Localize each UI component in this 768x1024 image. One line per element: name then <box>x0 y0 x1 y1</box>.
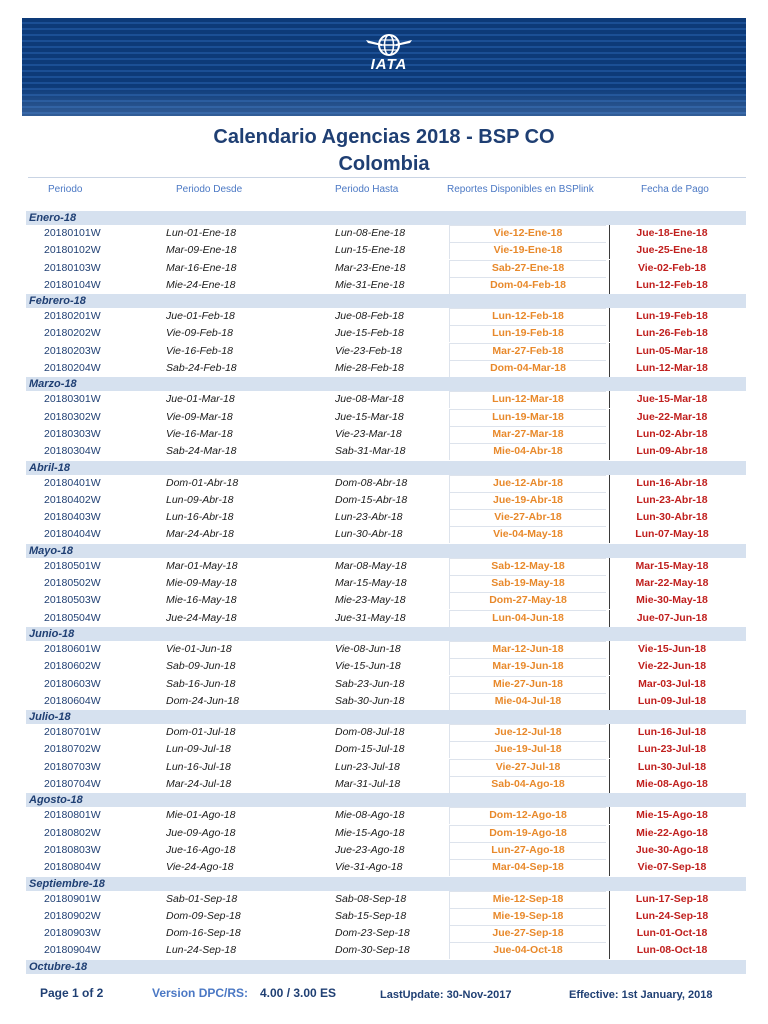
globe-wings-icon <box>364 32 414 58</box>
period-from: Jue-01-Mar-18 <box>166 393 235 406</box>
payment-date: Lun-08-Oct-18 <box>636 944 708 957</box>
column-separator <box>609 859 610 876</box>
logo-text: IATA <box>370 56 408 73</box>
table-row <box>0 776 768 793</box>
period-code: 20180604W <box>44 694 101 707</box>
page-subtitle: Colombia <box>338 153 430 175</box>
table-row <box>0 908 768 925</box>
column-header-pago: Fecha de Pago <box>641 184 709 195</box>
period-code: 20180904W <box>44 944 101 957</box>
period-code: 20180303W <box>44 427 101 440</box>
month-label: Agosto-18 <box>29 794 83 807</box>
period-from: Mie-24-Ene-18 <box>166 278 236 291</box>
period-to: Mar-31-Jul-18 <box>335 778 401 791</box>
column-separator <box>609 658 610 675</box>
report-date: Mar-27-Feb-18 <box>492 344 564 357</box>
period-to: Mie-28-Feb-18 <box>335 362 404 375</box>
column-separator <box>609 360 610 377</box>
effective-date: Effective: 1st January, 2018 <box>569 989 713 1001</box>
report-date: Dom-27-May-18 <box>489 594 567 607</box>
period-to: Jue-31-May-18 <box>335 611 406 624</box>
column-separator <box>609 509 610 526</box>
report-date: Sab-04-Ago-18 <box>491 778 565 791</box>
period-code: 20180801W <box>44 809 101 822</box>
month-label: Abril-18 <box>29 461 70 474</box>
payment-date: Lun-23-Abr-18 <box>636 493 708 506</box>
payment-date: Jue-22-Mar-18 <box>636 410 708 423</box>
column-separator <box>609 741 610 758</box>
period-from: Mie-09-May-18 <box>166 577 237 590</box>
table-row <box>0 260 768 277</box>
period-to: Vie-23-Mar-18 <box>335 427 402 440</box>
payment-date: Lun-30-Jul-18 <box>637 760 707 773</box>
report-date: Mar-12-Jun-18 <box>492 642 564 655</box>
table-row <box>0 558 768 575</box>
column-header-periodo: Periodo <box>48 184 83 195</box>
period-from: Mie-16-May-18 <box>166 594 237 607</box>
title-divider <box>28 177 746 178</box>
report-date: Dom-19-Ago-18 <box>489 826 567 839</box>
table-row <box>0 942 768 959</box>
period-code: 20180901W <box>44 892 101 905</box>
table-row <box>0 807 768 824</box>
table-row <box>0 308 768 325</box>
report-date: Sab-19-May-18 <box>491 577 565 590</box>
period-from: Vie-16-Feb-18 <box>166 344 233 357</box>
table-row <box>0 225 768 242</box>
period-code: 20180804W <box>44 861 101 874</box>
period-code: 20180204W <box>44 362 101 375</box>
table-row <box>0 526 768 543</box>
payment-date: Vie-07-Sep-18 <box>637 861 707 874</box>
period-code: 20180401W <box>44 476 101 489</box>
table-row <box>0 891 768 908</box>
period-code: 20180304W <box>44 445 101 458</box>
period-code: 20180103W <box>44 261 101 274</box>
column-separator <box>609 391 610 408</box>
period-from: Dom-24-Jun-18 <box>166 694 239 707</box>
table-row <box>0 724 768 741</box>
period-to: Lun-23-Abr-18 <box>335 511 403 524</box>
payment-date: Lun-12-Feb-18 <box>636 278 708 291</box>
column-separator <box>609 842 610 859</box>
period-code: 20180704W <box>44 778 101 791</box>
period-to: Vie-15-Jun-18 <box>335 660 401 673</box>
table-row <box>0 676 768 693</box>
period-to: Sab-31-Mar-18 <box>335 445 406 458</box>
column-separator <box>609 260 610 277</box>
period-from: Lun-09-Jul-18 <box>166 743 231 756</box>
report-date: Lun-27-Ago-18 <box>491 843 565 856</box>
month-label: Febrero-18 <box>29 295 86 308</box>
banner-fade <box>22 86 746 116</box>
column-separator <box>609 526 610 543</box>
period-to: Jue-08-Feb-18 <box>335 310 404 323</box>
calendar-table <box>0 211 768 974</box>
period-from: Lun-24-Sep-18 <box>166 944 237 957</box>
month-label: Enero-18 <box>29 212 77 224</box>
period-code: 20180603W <box>44 677 101 690</box>
table-row <box>0 426 768 443</box>
period-from: Jue-01-Feb-18 <box>166 310 235 323</box>
column-separator <box>609 277 610 294</box>
period-code: 20180302W <box>44 410 101 423</box>
report-date: Sab-12-May-18 <box>491 559 565 572</box>
report-date: Lun-12-Feb-18 <box>492 310 564 323</box>
column-separator <box>609 724 610 741</box>
column-separator <box>609 308 610 325</box>
table-row <box>0 343 768 360</box>
report-date: Lun-04-Jun-18 <box>492 611 564 624</box>
month-header <box>26 294 746 308</box>
month-label: Julio-18 <box>29 711 71 724</box>
payment-date: Lun-02-Abr-18 <box>636 427 708 440</box>
page-title: Calendario Agencias 2018 - BSP CO <box>213 126 555 148</box>
table-row <box>0 859 768 876</box>
month-header <box>26 960 746 974</box>
period-from: Mar-24-Jul-18 <box>166 778 232 791</box>
report-date: Jue-27-Sep-18 <box>492 927 564 940</box>
period-to: Mar-15-May-18 <box>335 577 407 590</box>
table-row <box>0 360 768 377</box>
payment-date: Lun-17-Sep-18 <box>635 892 709 905</box>
payment-date: Mie-22-Ago-18 <box>636 826 708 839</box>
month-label: Septiembre-18 <box>29 877 105 890</box>
period-to: Mie-31-Ene-18 <box>335 278 405 291</box>
period-code: 20180602W <box>44 660 101 673</box>
period-code: 20180101W <box>44 227 101 239</box>
period-to: Mie-15-Ago-18 <box>335 826 405 839</box>
period-code: 20180104W <box>44 278 101 291</box>
column-separator <box>609 575 610 592</box>
report-date: Mie-12-Sep-18 <box>492 892 564 905</box>
report-date: Vie-12-Ene-18 <box>493 227 563 239</box>
payment-date: Mar-15-May-18 <box>635 559 709 572</box>
report-date: Dom-12-Ago-18 <box>489 809 567 822</box>
column-separator <box>609 443 610 460</box>
period-from: Sab-24-Mar-18 <box>166 445 237 458</box>
period-from: Lun-09-Abr-18 <box>166 493 234 506</box>
table-row <box>0 509 768 526</box>
period-from: Vie-01-Jun-18 <box>166 642 232 655</box>
payment-date: Lun-19-Feb-18 <box>636 310 708 323</box>
table-row <box>0 610 768 627</box>
column-separator <box>609 942 610 959</box>
report-date: Jue-19-Abr-18 <box>492 493 564 506</box>
column-separator <box>609 759 610 776</box>
period-to: Sab-23-Jun-18 <box>335 677 405 690</box>
month-header <box>26 461 746 475</box>
column-separator <box>609 592 610 609</box>
period-to: Dom-08-Jul-18 <box>335 726 405 739</box>
version-label: Version DPC/RS: <box>152 986 249 1000</box>
period-code: 20180903W <box>44 927 101 940</box>
table-row <box>0 391 768 408</box>
period-from: Jue-24-May-18 <box>166 611 237 624</box>
column-separator <box>609 325 610 342</box>
payment-date: Mie-15-Ago-18 <box>636 809 708 822</box>
column-separator <box>609 426 610 443</box>
period-from: Sab-16-Jun-18 <box>166 677 236 690</box>
month-label: Marzo-18 <box>29 378 77 391</box>
column-separator <box>609 776 610 793</box>
table-row <box>0 825 768 842</box>
table-row <box>0 658 768 675</box>
report-date: Vie-27-Abr-18 <box>494 511 562 524</box>
period-from: Mar-01-May-18 <box>166 559 238 572</box>
period-from: Dom-16-Sep-18 <box>166 927 241 940</box>
period-to: Jue-23-Ago-18 <box>335 843 405 856</box>
period-code: 20180502W <box>44 577 101 590</box>
iata-header-banner <box>22 18 746 116</box>
table-row <box>0 592 768 609</box>
period-code: 20180702W <box>44 743 101 756</box>
period-code: 20180601W <box>44 642 101 655</box>
month-header <box>26 710 746 724</box>
page-footer <box>0 984 768 1014</box>
report-date: Dom-04-Mar-18 <box>490 362 566 375</box>
period-from: Mar-24-Abr-18 <box>166 528 234 541</box>
period-code: 20180403W <box>44 511 101 524</box>
column-separator <box>609 492 610 509</box>
period-from: Sab-24-Feb-18 <box>166 362 237 375</box>
payment-date: Lun-23-Jul-18 <box>637 743 707 756</box>
iata-logo <box>359 32 419 82</box>
period-from: Dom-09-Sep-18 <box>166 909 241 922</box>
month-header <box>26 544 746 558</box>
table-row <box>0 925 768 942</box>
period-code: 20180501W <box>44 559 101 572</box>
payment-date: Lun-24-Sep-18 <box>635 909 709 922</box>
report-date: Jue-19-Jul-18 <box>494 743 562 756</box>
payment-date: Jue-30-Ago-18 <box>635 843 709 856</box>
payment-date: Lun-07-May-18 <box>635 528 709 541</box>
period-to: Lun-15-Ene-18 <box>335 244 406 257</box>
table-row <box>0 693 768 710</box>
period-to: Mar-23-Ene-18 <box>335 261 406 274</box>
period-code: 20180503W <box>44 594 101 607</box>
table-row <box>0 575 768 592</box>
period-code: 20180102W <box>44 244 101 257</box>
period-from: Dom-01-Jul-18 <box>166 726 236 739</box>
title-block <box>0 124 768 178</box>
period-to: Vie-31-Ago-18 <box>335 861 403 874</box>
period-to: Dom-15-Jul-18 <box>335 743 405 756</box>
payment-date: Lun-26-Feb-18 <box>636 327 708 340</box>
column-separator <box>609 676 610 693</box>
table-row <box>0 409 768 426</box>
period-from: Lun-16-Jul-18 <box>166 760 231 773</box>
table-row <box>0 759 768 776</box>
period-from: Mie-01-Ago-18 <box>166 809 236 822</box>
report-date: Vie-27-Jul-18 <box>495 760 561 773</box>
column-separator <box>609 610 610 627</box>
period-from: Jue-09-Ago-18 <box>166 826 236 839</box>
month-header <box>26 211 746 225</box>
column-header-desde: Periodo Desde <box>176 184 243 195</box>
column-separator <box>609 242 610 259</box>
period-code: 20180803W <box>44 843 101 856</box>
report-date: Sab-27-Ene-18 <box>491 261 565 274</box>
table-row <box>0 492 768 509</box>
month-label: Junio-18 <box>29 627 75 640</box>
column-separator <box>609 409 610 426</box>
month-header <box>26 377 746 391</box>
report-date: Jue-04-Oct-18 <box>493 944 563 957</box>
table-row <box>0 641 768 658</box>
payment-date: Mar-22-May-18 <box>635 577 709 590</box>
payment-date: Lun-01-Oct-18 <box>636 927 708 940</box>
period-to: Sab-08-Sep-18 <box>335 892 407 905</box>
report-date: Mie-04-Jul-18 <box>494 694 562 707</box>
period-from: Vie-09-Feb-18 <box>166 327 233 340</box>
month-header <box>26 877 746 891</box>
payment-date: Mie-30-May-18 <box>636 594 708 607</box>
payment-date: Vie-15-Jun-18 <box>637 642 707 655</box>
period-to: Sab-30-Jun-18 <box>335 694 405 707</box>
period-to: Lun-30-Abr-18 <box>335 528 403 541</box>
report-date: Jue-12-Jul-18 <box>494 726 562 739</box>
report-date: Mie-19-Sep-18 <box>492 909 564 922</box>
month-header <box>26 793 746 807</box>
payment-date: Jue-07-Jun-18 <box>636 611 708 624</box>
payment-date: Vie-22-Jun-18 <box>637 660 707 673</box>
column-separator <box>609 225 610 242</box>
report-date: Dom-04-Feb-18 <box>490 278 566 291</box>
report-date: Mar-04-Sep-18 <box>492 861 564 874</box>
report-date: Lun-19-Mar-18 <box>492 410 564 423</box>
period-from: Dom-01-Abr-18 <box>166 476 239 489</box>
column-header-hasta: Periodo Hasta <box>335 184 399 195</box>
payment-date: Mar-03-Jul-18 <box>638 677 706 690</box>
period-to: Dom-08-Abr-18 <box>335 476 408 489</box>
period-to: Lun-08-Ene-18 <box>335 227 406 239</box>
payment-date: Lun-30-Abr-18 <box>636 511 708 524</box>
period-code: 20180802W <box>44 826 101 839</box>
period-from: Lun-16-Abr-18 <box>166 511 234 524</box>
period-from: Vie-24-Ago-18 <box>166 861 234 874</box>
period-from: Mar-09-Ene-18 <box>166 244 237 257</box>
period-to: Lun-23-Jul-18 <box>335 760 400 773</box>
table-row <box>0 242 768 259</box>
column-separator <box>609 343 610 360</box>
column-separator <box>609 908 610 925</box>
period-to: Jue-08-Mar-18 <box>335 393 404 406</box>
column-header-reportes: Reportes Disponibles en BSPlink <box>447 184 594 195</box>
period-code: 20180902W <box>44 909 101 922</box>
period-from: Vie-16-Mar-18 <box>166 427 233 440</box>
report-date: Lun-12-Mar-18 <box>492 393 564 406</box>
report-date: Mie-04-Abr-18 <box>493 445 563 458</box>
period-from: Sab-01-Sep-18 <box>166 892 238 905</box>
report-date: Mie-27-Jun-18 <box>492 677 564 690</box>
report-date: Jue-12-Abr-18 <box>492 476 564 489</box>
period-to: Sab-15-Sep-18 <box>335 909 407 922</box>
report-date: Vie-04-May-18 <box>493 528 563 541</box>
payment-date: Jue-25-Ene-18 <box>636 244 708 257</box>
table-row <box>0 741 768 758</box>
period-code: 20180504W <box>44 611 101 624</box>
period-to: Vie-08-Jun-18 <box>335 642 401 655</box>
column-separator <box>609 807 610 824</box>
period-code: 20180402W <box>44 493 101 506</box>
period-from: Jue-16-Ago-18 <box>166 843 236 856</box>
month-header <box>26 627 746 641</box>
period-to: Mie-08-Ago-18 <box>335 809 405 822</box>
column-separator <box>609 558 610 575</box>
payment-date: Jue-18-Ene-18 <box>636 227 708 239</box>
period-to: Jue-15-Feb-18 <box>335 327 404 340</box>
payment-date: Jue-15-Mar-18 <box>636 393 708 406</box>
column-separator <box>609 475 610 492</box>
column-separator <box>609 825 610 842</box>
month-label: Octubre-18 <box>29 960 88 973</box>
table-row <box>0 842 768 859</box>
period-from: Sab-09-Jun-18 <box>166 660 236 673</box>
payment-date: Lun-09-Jul-18 <box>637 694 707 707</box>
period-code: 20180301W <box>44 393 101 406</box>
period-to: Dom-15-Abr-18 <box>335 493 408 506</box>
period-to: Mie-23-May-18 <box>335 594 406 607</box>
table-row <box>0 443 768 460</box>
column-separator <box>609 891 610 908</box>
report-date: Mar-19-Jun-18 <box>492 660 564 673</box>
payment-date: Lun-09-Abr-18 <box>636 445 708 458</box>
column-separator <box>609 641 610 658</box>
report-date: Lun-19-Feb-18 <box>492 327 564 340</box>
period-to: Vie-23-Feb-18 <box>335 344 402 357</box>
report-date: Mar-27-Mar-18 <box>492 427 564 440</box>
period-code: 20180701W <box>44 726 101 739</box>
period-to: Dom-30-Sep-18 <box>335 944 410 957</box>
period-from: Lun-01-Ene-18 <box>166 227 237 239</box>
table-row <box>0 277 768 294</box>
period-code: 20180703W <box>44 760 101 773</box>
period-code: 20180404W <box>44 528 101 541</box>
last-update: LastUpdate: 30-Nov-2017 <box>380 989 512 1001</box>
period-code: 20180201W <box>44 310 101 323</box>
column-separator <box>609 925 610 942</box>
version-value: 4.00 / 3.00 ES <box>260 986 337 1000</box>
period-to: Mar-08-May-18 <box>335 559 407 572</box>
period-to: Jue-15-Mar-18 <box>335 410 404 423</box>
column-separator <box>609 693 610 710</box>
period-code: 20180202W <box>44 327 101 340</box>
period-code: 20180203W <box>44 344 101 357</box>
payment-date: Lun-16-Abr-18 <box>636 476 708 489</box>
report-date: Vie-19-Ene-18 <box>493 244 563 257</box>
payment-date: Lun-16-Jul-18 <box>637 726 707 739</box>
month-label: Mayo-18 <box>29 544 74 557</box>
payment-date: Lun-05-Mar-18 <box>636 344 708 357</box>
table-row <box>0 475 768 492</box>
payment-date: Mie-08-Ago-18 <box>636 778 708 791</box>
period-from: Mar-16-Ene-18 <box>166 261 237 274</box>
period-from: Vie-09-Mar-18 <box>166 410 233 423</box>
period-to: Dom-23-Sep-18 <box>335 927 410 940</box>
payment-date: Vie-02-Feb-18 <box>637 261 707 274</box>
payment-date: Lun-12-Mar-18 <box>636 362 708 375</box>
table-row <box>0 325 768 342</box>
page-number: Page 1 of 2 <box>40 986 104 1000</box>
